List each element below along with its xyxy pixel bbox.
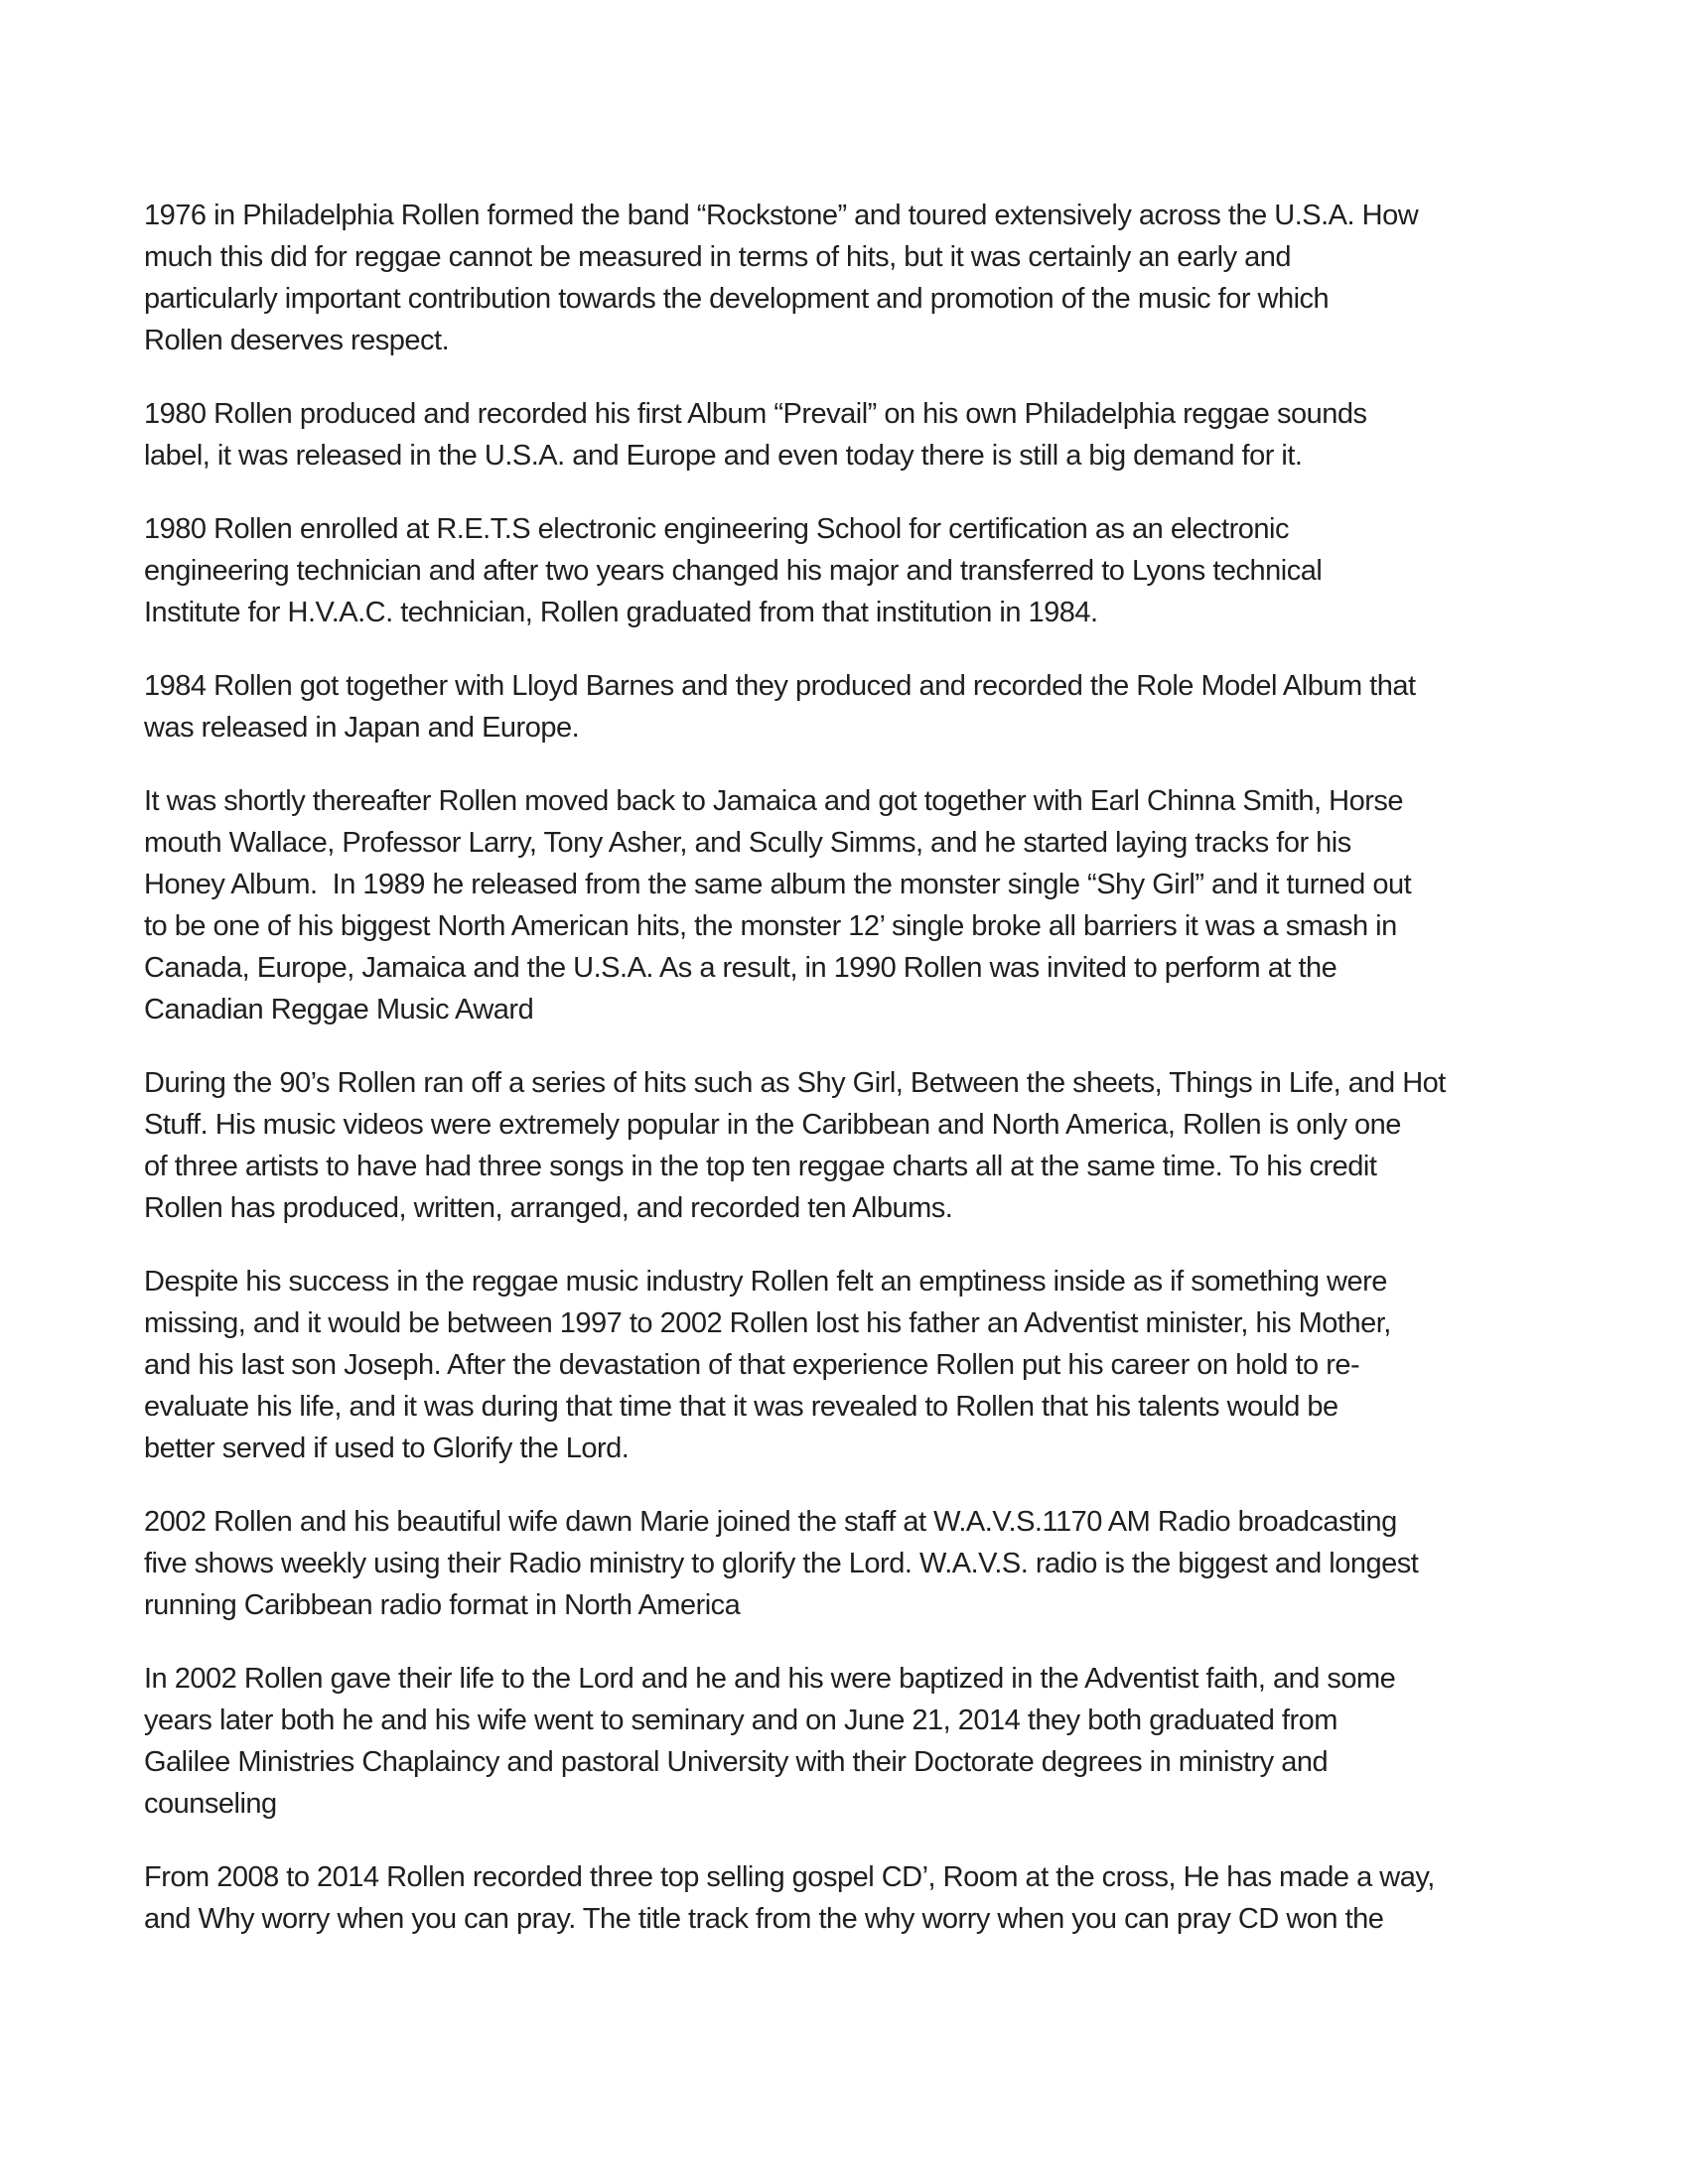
paragraph [144,1856,1594,1940]
paragraph [144,1501,1594,1626]
text-line: mouth Wallace, Professor Larry, Tony Asher, and Scully Simms, and he started laying tracks for his [144,827,1351,859]
text-line: to be one of his biggest North American hits, the monster 12’ single broke all barriers it was a smash in [144,910,1397,942]
paragraph [144,1658,1594,1825]
text-line: much this did for reggae cannot be measured in terms of hits, but it was certainly an early and [144,241,1292,273]
text-line: years later both he and his wife went to seminary and on June 21, 2014 they both graduated from [144,1705,1337,1736]
text-line: label, it was released in the U.S.A. and Europe and even today there is still a big demand for it. [144,440,1303,472]
text-line: particularly important contribution towards the development and promotion of the music for which [144,283,1330,315]
text-line: five shows weekly using their Radio ministry to glorify the Lord. W.A.V.S. radio is the biggest and longest [144,1548,1419,1579]
text-line: of three artists to have had three songs in the top ten reggae charts all at the same time. To his credit [144,1151,1377,1182]
text-line: Honey Album. In 1989 he released from the same album the monster single “Shy Girl” and it turned out [144,869,1412,900]
text-line: better served if used to Glorify the Lord. [144,1433,630,1464]
text-line: Rollen has produced, written, arranged, and recorded ten Albums. [144,1192,953,1224]
text-line: Canadian Reggae Music Award [144,994,534,1025]
text-line: missing, and it would be between 1997 to 2002 Rollen lost his father an Adventist minister, his Mother, [144,1307,1391,1339]
text-line: evaluate his life, and it was during that time that it was revealed to Rollen that his talents would be [144,1391,1338,1423]
text-line: Galilee Ministries Chaplaincy and pastoral University with their Doctorate degrees in ministry and [144,1746,1329,1778]
paragraph [144,665,1594,749]
paragraph [144,195,1594,361]
paragraph [144,1062,1594,1229]
text-line: Stuff. His music videos were extremely popular in the Caribbean and North America, Rollen is only one [144,1109,1401,1141]
paragraph [144,1261,1594,1469]
text-line: 1980 Rollen produced and recorded his first Album “Prevail” on his own Philadelphia reggae sounds [144,398,1367,430]
text-line: 1984 Rollen got together with Lloyd Barnes and they produced and recorded the Role Model Album that [144,670,1416,702]
text-line: counseling [144,1788,277,1820]
text-line: In 2002 Rollen gave their life to the Lord and he and his were baptized in the Adventist faith, and some [144,1663,1396,1695]
text-line: Institute for H.V.A.C. technician, Rollen graduated from that institution in 1984. [144,597,1098,628]
text-line: Canada, Europe, Jamaica and the U.S.A. As a result, in 1990 Rollen was invited to perform at the [144,952,1337,984]
text-line: 1980 Rollen enrolled at R.E.T.S electronic engineering School for certification as an electronic [144,513,1289,545]
text-line: running Caribbean radio format in North America [144,1589,741,1621]
text-line: was released in Japan and Europe. [144,712,580,744]
text-line: It was shortly thereafter Rollen moved back to Jamaica and got together with Earl Chinna Smith, Horse [144,785,1404,817]
text-line: engineering technician and after two years changed his major and transferred to Lyons technical [144,555,1323,587]
paragraph [144,508,1594,633]
paragraph [144,393,1594,477]
text-line: From 2008 to 2014 Rollen recorded three top selling gospel CD’, Room at the cross, He has made a way, [144,1861,1435,1893]
text-line: Despite his success in the reggae music industry Rollen felt an emptiness inside as if something were [144,1266,1387,1297]
text-line: Rollen deserves respect. [144,325,450,356]
paragraph [144,780,1594,1030]
document-body [144,195,1594,1972]
text-line: During the 90’s Rollen ran off a series of hits such as Shy Girl, Between the sheets, Things in Life, and Hot [144,1067,1446,1099]
text-line: 1976 in Philadelphia Rollen formed the band “Rockstone” and toured extensively across the U.S.A. How [144,200,1419,231]
text-line: and his last son Joseph. After the devastation of that experience Rollen put his career on hold to re- [144,1349,1360,1381]
text-line: 2002 Rollen and his beautiful wife dawn Marie joined the staff at W.A.V.S.1170 AM Radio broadcasting [144,1506,1397,1538]
text-line: and Why worry when you can pray. The title track from the why worry when you can pray CD won the [144,1903,1384,1935]
